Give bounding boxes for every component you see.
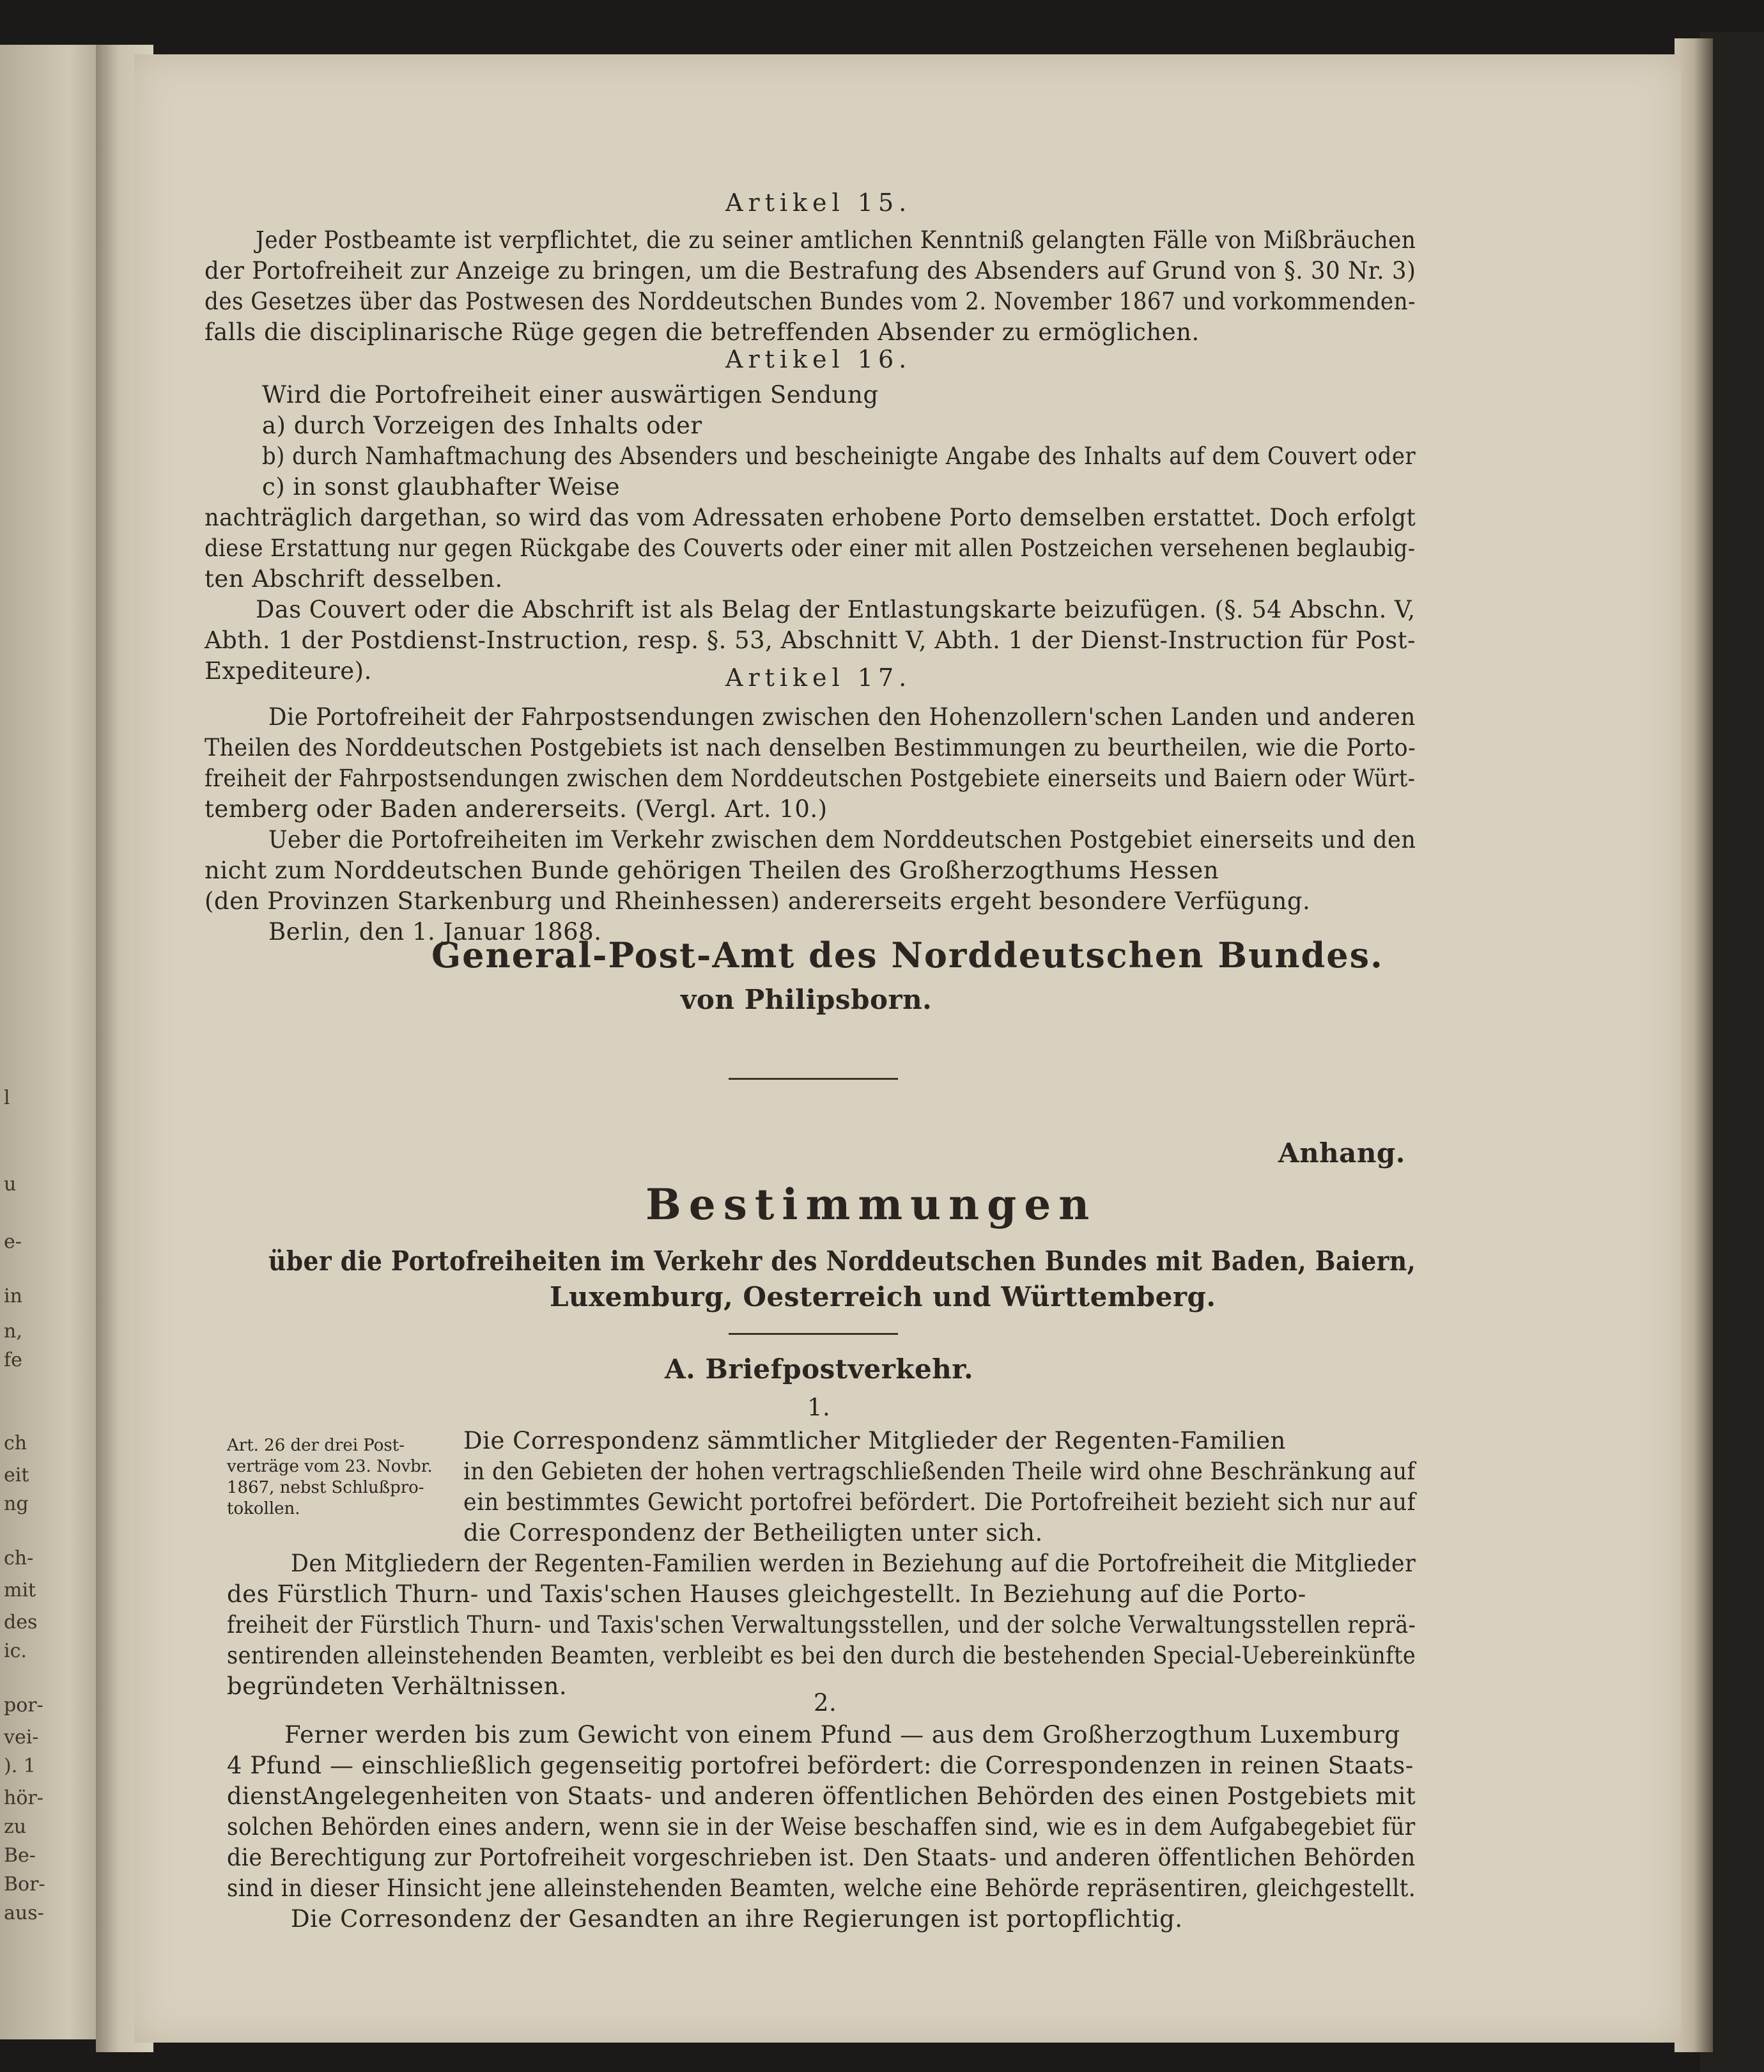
paragraph-1-line: in den Gebieten der hohen vertragschließenden Theile wird ohne Beschränkung auf	[463, 1458, 1416, 1485]
article-16-line: diese Erstattung nur gegen Rückgabe des Couverts oder einer mit allen Postzeichen versehenen beglaubig-	[205, 534, 1416, 562]
subtitle-divider	[729, 1333, 898, 1335]
left-fragment: aus-	[4, 1902, 44, 1924]
left-fragment: zu	[4, 1816, 27, 1838]
left-fragment: fe	[4, 1349, 22, 1371]
article-15-heading: Artikel 15.	[725, 189, 912, 217]
article-15-line: der Portofreiheit zur Anzeige zu bringen, um die Bestrafung des Absenders auf Grund von §. 30 Nr. 3)	[205, 257, 1416, 284]
section-divider	[729, 1078, 898, 1080]
left-fragment: ch	[4, 1432, 27, 1454]
left-fragment: ic.	[4, 1640, 27, 1662]
article-17-line: (den Provinzen Starkenburg und Rheinhessen) andererseits ergeht besondere Verfügung.	[205, 887, 1311, 915]
paragraph-1b-line: des Fürstlich Thurn- und Taxis'schen Hauses gleichgestellt. In Beziehung auf die Porto-	[227, 1580, 1306, 1608]
article-16-line: a) durch Vorzeigen des Inhalts oder	[262, 412, 702, 439]
article-17-line: freiheit der Fahrpostsendungen zwischen dem Norddeutschen Postgebiete einerseits und Baiern oder Würt-	[205, 765, 1416, 792]
margin-note-line: 1867, nebst Schlußpro-	[227, 1478, 424, 1497]
paragraph-1b-line: freiheit der Fürstlich Thurn- und Taxis'schen Verwaltungsstellen, und der solche Verwaltungsstellen reprä-	[227, 1611, 1416, 1639]
paragraph-1-line: ein bestimmtes Gewicht portofrei befördert. Die Portofreiheit bezieht sich nur auf	[463, 1488, 1416, 1516]
left-fragment: mit	[4, 1579, 36, 1601]
left-fragment: ch-	[4, 1547, 34, 1570]
signature-name: von Philipsborn.	[681, 984, 932, 1015]
paragraph-2-line: Die Corresondenz der Gesandten an ihre Regierungen ist portopflichtig.	[291, 1905, 1183, 1933]
article-17-line: Theilen des Norddeutschen Postgebiets ist nach denselben Bestimmungen zu beurtheilen, wie die Porto-	[205, 734, 1416, 761]
article-15-line: Jeder Postbeamte ist verpflichtet, die zu seiner amtlichen Kenntniß gelangten Fälle von Mißbräuchen	[256, 226, 1416, 254]
paragraph-1b-line: begründeten Verhältnissen.	[227, 1672, 568, 1700]
paragraph-2-line: 4 Pfund — einschließlich gegenseitig portofrei befördert: die Correspondenzen in reinen Staats-	[227, 1752, 1414, 1779]
left-fragment: Be-	[4, 1844, 36, 1867]
article-15-line: falls die disciplinarische Rüge gegen die betreffenden Absender zu ermöglichen.	[205, 318, 1200, 346]
left-fragment: vei-	[4, 1726, 39, 1749]
anhang-title: Bestimmungen	[646, 1180, 1097, 1229]
article-16-line: Wird die Portofreiheit einer auswärtigen Sendung	[262, 381, 879, 409]
left-fragment: in	[4, 1285, 22, 1307]
left-fragment: e-	[4, 1231, 22, 1253]
paragraph-2-line: die Berechtigung zur Portofreiheit vorgeschrieben ist. Den Staats- und anderen öffentlichen Behörden	[227, 1844, 1416, 1871]
left-fragment: por-	[4, 1694, 43, 1717]
article-17-line: nicht zum Norddeutschen Bunde gehörigen Theilen des Großherzogthums Hessen	[205, 857, 1219, 884]
paragraph-2-line: Ferner werden bis zum Gewicht von einem Pfund — aus dem Großherzogthum Luxemburg	[284, 1721, 1400, 1749]
left-fragment: eit	[4, 1464, 29, 1486]
left-fragment: u	[4, 1173, 17, 1196]
article-16-heading: Artikel 16.	[725, 345, 912, 373]
margin-note-line: verträge vom 23. Novbr.	[227, 1457, 433, 1476]
article-16-line: c) in sonst glaubhafter Weise	[262, 473, 621, 501]
article-16-line: Das Couvert oder die Abschrift ist als Belag der Entlastungskarte beizufügen. (§. 54 Abschn. V,	[256, 596, 1416, 623]
article-16-line: b) durch Namhaftmachung des Absenders und bescheinigte Angabe des Inhalts auf dem Couvert oder	[262, 442, 1416, 470]
paragraph-1b-line: sentirenden alleinstehenden Beamten, verbleibt es bei den durch die bestehenden Special-Uebereinkünfte	[227, 1642, 1416, 1669]
article-17-line: Ueber die Portofreiheiten im Verkehr zwischen dem Norddeutschen Postgebiet einerseits und den	[268, 826, 1416, 853]
paragraph-2-line: solchen Behörden eines andern, wenn sie in der Weise beschaffen sind, wie es in dem Aufgabegebiet für	[227, 1813, 1416, 1841]
article-17-line: Die Portofreiheit der Fahrpostsendungen zwischen den Hohenzollern'schen Landen und anderen	[268, 703, 1416, 731]
margin-note-line: tokollen.	[227, 1499, 300, 1518]
article-16-line: Expediteure).	[205, 657, 372, 685]
margin-note-line: Art. 26 der drei Post-	[227, 1436, 405, 1455]
article-16-line: Abth. 1 der Postdienst-Instruction, resp. §. 53, Abschnitt V, Abth. 1 der Dienst-Instruction für Post-	[205, 627, 1416, 654]
article-15-line: des Gesetzes über das Postwesen des Norddeutschen Bundes vom 2. November 1867 und vorkommenden-	[205, 288, 1416, 315]
left-fragment: ). 1	[4, 1755, 36, 1777]
paragraph-2-line: dienstAngelegenheiten von Staats- und anderen öffentlichen Behörden des einen Postgebiets mit	[227, 1782, 1416, 1810]
left-fragment: l	[4, 1087, 10, 1109]
article-17-line: temberg oder Baden andererseits. (Vergl. Art. 10.)	[205, 795, 828, 823]
article-16-line: nachträglich dargethan, so wird das vom Adressaten erhobene Porto demselben erstattet. Doch erfolgt	[205, 504, 1416, 531]
left-fragment: ng	[4, 1493, 29, 1515]
paragraph-1-number: 1.	[807, 1394, 831, 1421]
article-17-line: Berlin, den 1. Januar 1868.	[268, 918, 602, 946]
paragraph-1-line: Die Correspondenz sämmtlicher Mitglieder der Regenten-Familien	[463, 1427, 1286, 1454]
signature-authority: General-Post-Amt des Norddeutschen Bundes.	[431, 935, 1384, 976]
left-fragment: hör-	[4, 1787, 43, 1809]
section-a-heading: A. Briefpostverkehr.	[665, 1353, 974, 1385]
paragraph-2-line: sind in dieser Hinsicht jene alleinstehenden Beamten, welche eine Behörde repräsentiren, gleichgestellt.	[227, 1874, 1416, 1902]
anhang-subtitle-line2: Luxemburg, Oesterreich und Württemberg.	[550, 1281, 1216, 1313]
left-fragment: Bor-	[4, 1873, 45, 1896]
left-fragment: des	[4, 1611, 38, 1633]
paragraph-1b-line: Den Mitgliedern der Regenten-Familien werden in Beziehung auf die Portofreiheit die Mitglieder	[291, 1550, 1416, 1577]
article-17-heading: Artikel 17.	[725, 664, 912, 692]
anhang-label: Anhang.	[1278, 1137, 1405, 1169]
paragraph-2-number: 2.	[814, 1689, 837, 1717]
anhang-subtitle-line1: über die Portofreiheiten im Verkehr des Norddeutschen Bundes mit Baden, Baiern,	[268, 1245, 1416, 1277]
paragraph-1-line: die Correspondenz der Betheiligten unter sich.	[463, 1519, 1043, 1546]
left-fragment: n,	[4, 1320, 22, 1343]
article-16-line: ten Abschrift desselben.	[205, 565, 503, 593]
